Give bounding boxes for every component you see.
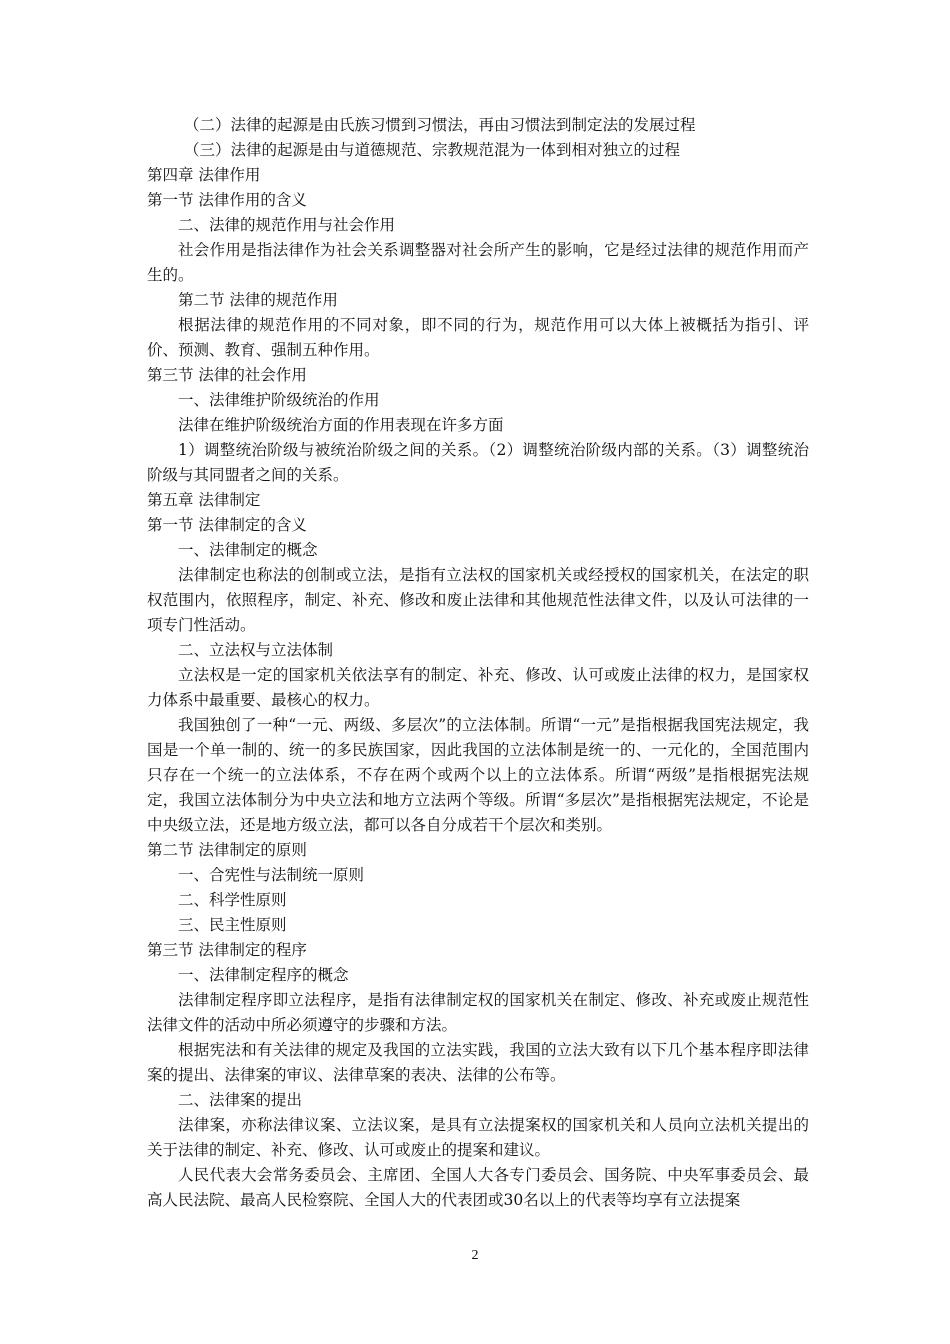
paragraph: 根据宪法和有关法律的规定及我国的立法实践，我国的立法大致有以下几个基本程序即法律案的提出、法律案的审议、法律草案的表决、法律的公布等。: [147, 1041, 809, 1084]
page-number: 2: [471, 1248, 479, 1263]
subsection-heading: 二、立法权与立法体制: [178, 641, 334, 659]
subsection-heading: 一、合宪性与法制统一原则: [178, 866, 365, 884]
section-heading: 第二节 法律的规范作用: [178, 291, 338, 309]
subsection-heading: 一、法律制定程序的概念: [178, 966, 349, 984]
paragraph: 立法权是一定的国家机关依法享有的制定、补充、修改、认可或废止法律的权力，是国家权力体系中最重要、最核心的权力。: [147, 666, 809, 709]
subsection-heading: 二、法律案的提出: [178, 1091, 303, 1109]
paragraph: 法律在维护阶级统治方面的作用表现在许多方面: [178, 416, 504, 434]
section-heading: 第一节 法律作用的含义: [147, 191, 307, 209]
paragraph: 1）调整统治阶级与被统治阶级之间的关系。（2）调整统治阶级内部的关系。（3）调整统治阶级与其同盟者之间的关系。: [147, 441, 809, 484]
subsection-heading: 一、法律制定的概念: [178, 541, 318, 559]
paragraph: 社会作用是指法律作为社会关系调整器对社会所产生的影响，它是经过法律的规范作用而产生的。: [147, 241, 809, 284]
chapter-heading: 第四章 法律作用: [147, 166, 261, 184]
section-heading: 第三节 法律的社会作用: [147, 366, 307, 384]
subsection-heading: 二、法律的规范作用与社会作用: [178, 216, 396, 234]
paragraph: 法律制定也称法的创制或立法，是指有立法权的国家机关或经授权的国家机关，在法定的职权范围内，依照程序，制定、补充、修改和废止法律和其他规范性法律文件，以及认可法律的一项专门性活动。: [147, 566, 809, 634]
paragraph: 根据法律的规范作用的不同对象，即不同的行为，规范作用可以大体上被概括为指引、评价、预测、教育、强制五种作用。: [147, 316, 809, 359]
section-heading: 第二节 法律制定的原则: [147, 841, 307, 859]
paragraph: 法律制定程序即立法程序，是指有法律制定权的国家机关在制定、修改、补充或废止规范性法律文件的活动中所必须遵守的步骤和方法。: [147, 991, 809, 1034]
paragraph: 法律案，亦称法律议案、立法议案，是具有立法提案权的国家机关和人员向立法机关提出的关于法律的制定、补充、修改、认可或废止的提案和建议。: [147, 1116, 809, 1159]
chapter-heading: 第五章 法律制定: [147, 491, 261, 509]
paragraph: 我国独创了一种“一元、两级、多层次”的立法体制。所谓“一元”是指根据我国宪法规定，我国是一个单一制的、统一的多民族国家，因此我国的立法体制是统一的、一元化的，全国范围内只存在一个统一的立法体系，不存在两个或两个以上的立法体系。所谓“两级”是指根据宪法规定，我国立法体制分为中央立法和地方立法两个等级。所谓“多层次”是指根据宪法规定，不论是中央级立法，还是地方级立法，都可以各自分成若干个层次和类别。: [147, 716, 809, 834]
paragraph: 人民代表大会常务委员会、主席团、全国人大各专门委员会、国务院、中央军事委员会、最高人民法院、最高人民检察院、全国人大的代表团或30名以上的代表等均享有立法提案: [147, 1166, 809, 1209]
document-page: [147, 113, 809, 1213]
subsection-heading: 一、法律维护阶级统治的作用: [178, 391, 380, 409]
section-heading: 第三节 法律制定的程序: [147, 941, 307, 959]
section-heading: 第一节 法律制定的含义: [147, 516, 307, 534]
subsection-heading: 三、民主性原则: [178, 916, 287, 934]
subsection-heading: 二、科学性原则: [178, 891, 287, 909]
list-item: （三）法律的起源是由与道德规范、宗教规范混为一体到相对独立的过程: [184, 141, 681, 159]
list-item: （二）法律的起源是由氏族习惯到习惯法，再由习惯法到制定法的发展过程: [184, 116, 696, 134]
